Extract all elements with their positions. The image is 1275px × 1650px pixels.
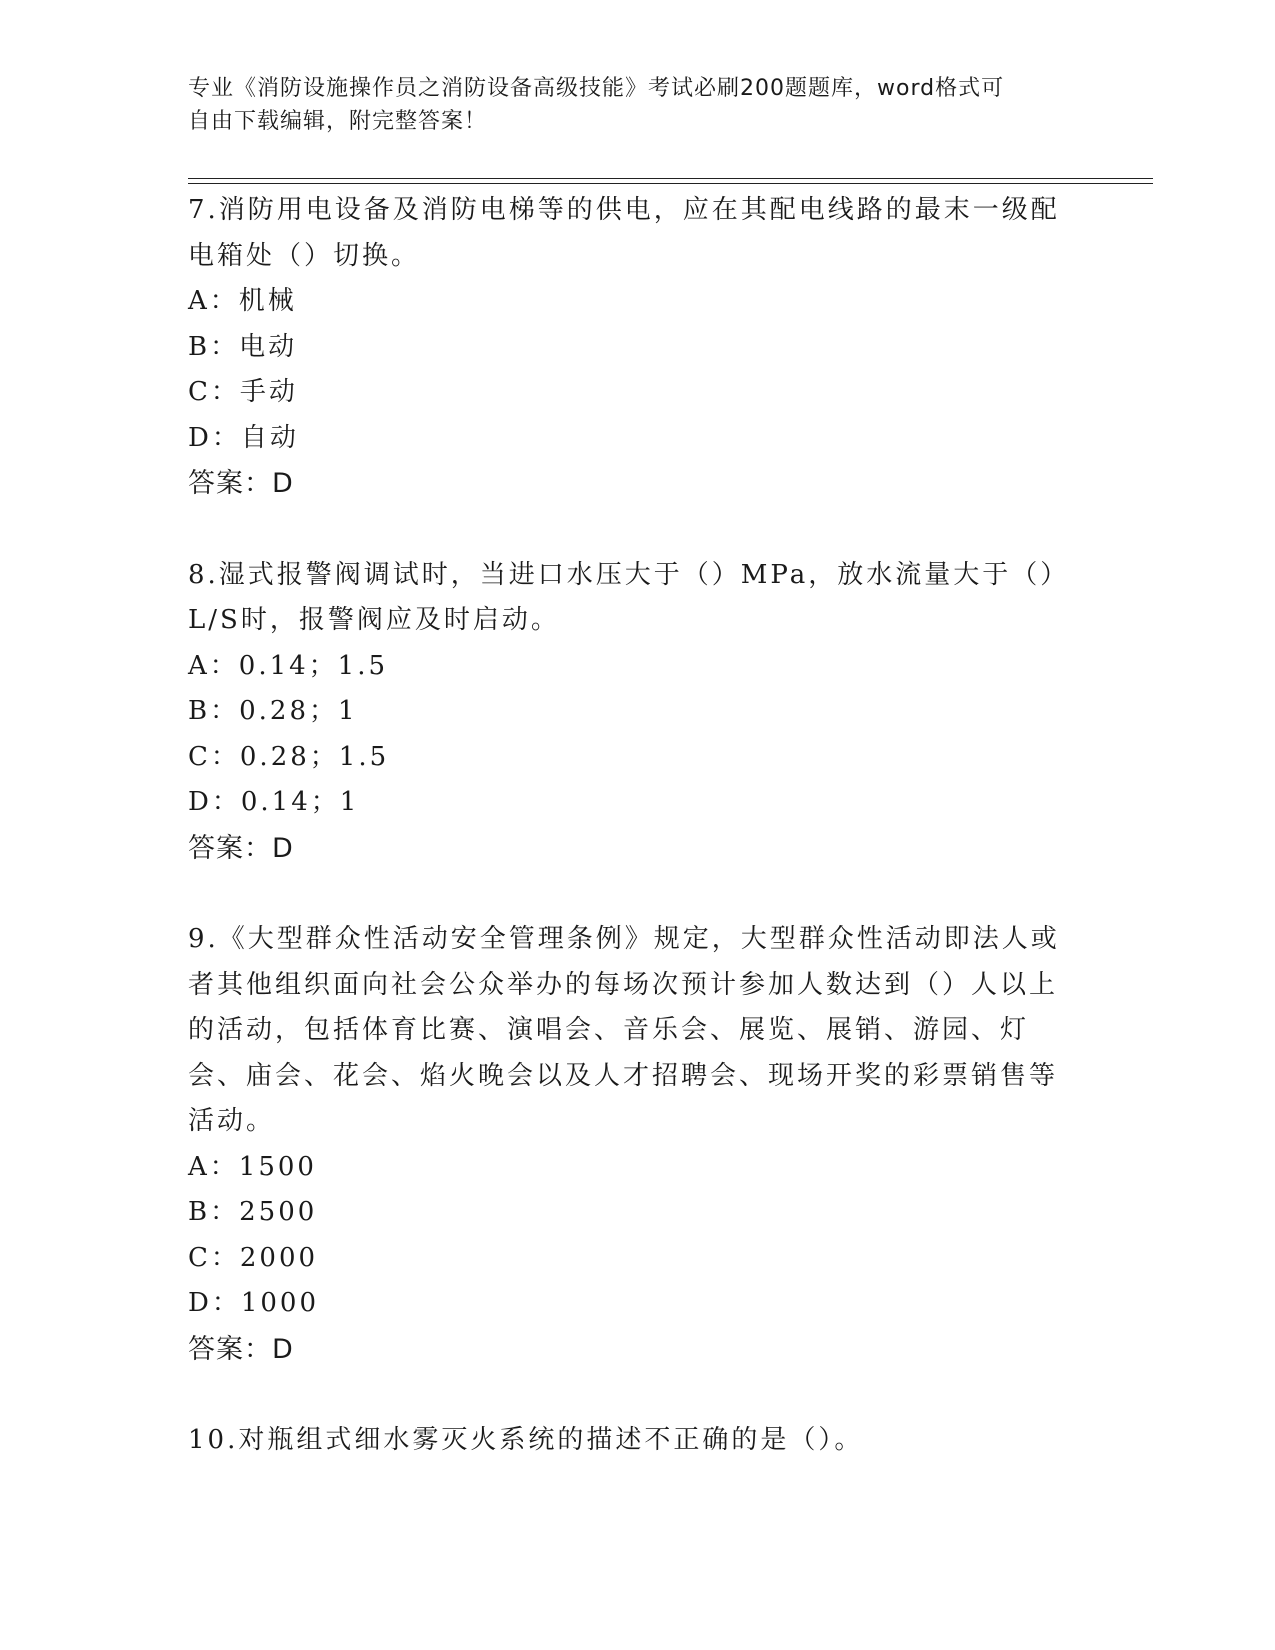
answer-line: 答案：D [188, 1333, 294, 1365]
answer-line: 答案：D [188, 832, 294, 864]
option-a: A：0.14；1.5 [188, 650, 389, 681]
option-a: A：1500 [188, 1151, 317, 1182]
answer-line: 答案：D [188, 468, 294, 499]
option-a: A：机械 [188, 286, 297, 316]
option-c: C：2000 [188, 1242, 319, 1273]
header-title-line-1: 专业《消防设施操作员之消防设备高级技能》考试必刷200题题库，word格式可 [188, 76, 1005, 101]
question-8 [188, 553, 1068, 872]
document-header [188, 72, 1068, 138]
question-spacer [188, 871, 1068, 917]
header-divider-bottom [188, 183, 1153, 184]
question-10 [188, 1418, 1068, 1464]
option-b: B：电动 [188, 331, 298, 362]
question-stem: 9.《大型群众性活动安全管理条例》规定，大型群众性活动即法人或者其他组织面向社会公众举办的每场次预计参加人数达到（）人以上的活动，包括体育比赛、演唱会、音乐会、展览、展销、游园、灯会、庙会、花会、焰火晚会以及人才招聘会、现场开奖的彩票销售等活动。 [188, 924, 1060, 1136]
option-d: D：0.14；1 [188, 787, 360, 817]
option-c: C：0.28；1.5 [188, 741, 390, 772]
option-b: B：2500 [188, 1197, 318, 1227]
question-stem: 10.对瓶组式细水雾灭火系统的描述不正确的是（）。 [188, 1425, 864, 1455]
option-c: C：手动 [188, 377, 298, 407]
header-title-line-2: 自由下载编辑，附完整答案！ [188, 109, 488, 134]
option-d: D：自动 [188, 422, 299, 453]
option-b: B：0.28；1 [188, 696, 358, 726]
question-list [188, 188, 1068, 1464]
option-d: D：1000 [188, 1288, 320, 1318]
question-7 [188, 188, 1068, 507]
question-stem: 7.消防用电设备及消防电梯等的供电，应在其配电线路的最末一级配电箱处（）切换。 [188, 195, 1060, 271]
question-stem: 8.湿式报警阀调试时，当进口水压大于（）MPa，放水流量大于（）L/S时，报警阀应及时启动。 [188, 559, 1057, 635]
header-divider-top [188, 178, 1153, 179]
question-spacer [188, 507, 1068, 553]
question-9 [188, 917, 1068, 1372]
question-spacer [188, 1372, 1068, 1418]
